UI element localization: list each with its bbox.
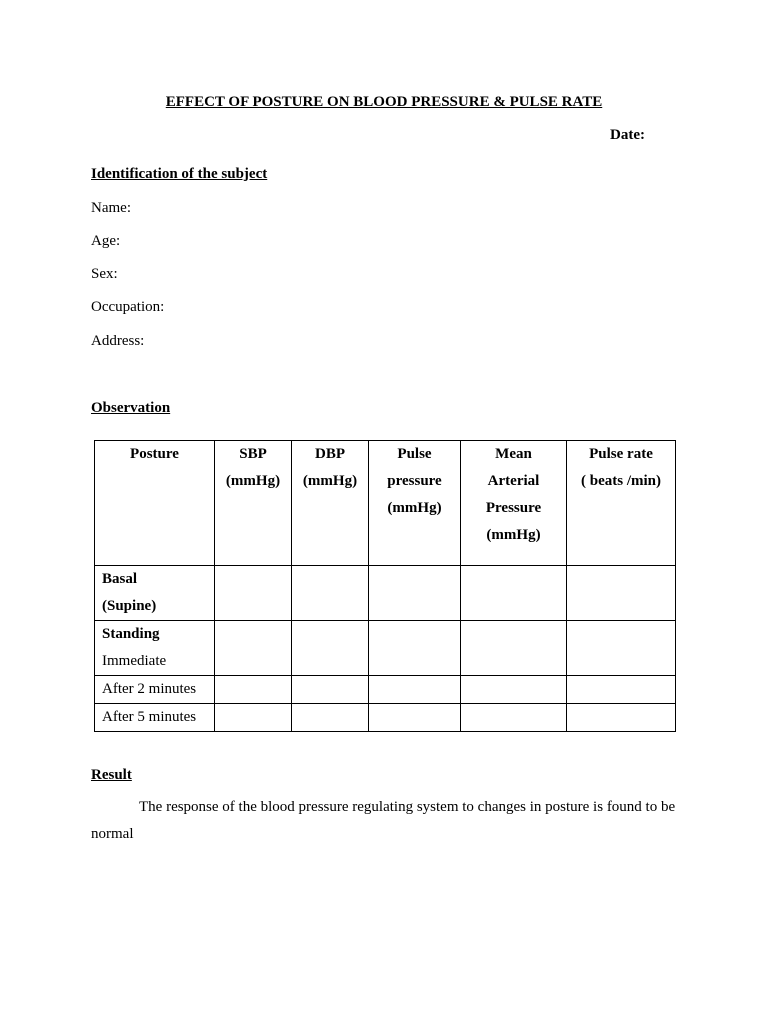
table-cell (461, 621, 567, 676)
table-cell (369, 704, 461, 732)
table-row (95, 621, 676, 676)
result-text: The response of the blood pressure regulating system to changes in posture is found to be normal (91, 799, 676, 842)
occupation-field-label: Occupation: (91, 299, 165, 315)
table-cell (567, 621, 676, 676)
column-header-pulse-pressure: Pulse pressure (mmHg) (369, 441, 461, 566)
table-cell (567, 676, 676, 704)
column-header-pulse-rate: Pulse rate ( beats /min) (567, 441, 676, 566)
table-cell (215, 621, 292, 676)
observation-heading: Observation (91, 400, 171, 416)
row-label-after-2-minutes: After 2 minutes (95, 676, 215, 704)
document-title: EFFECT OF POSTURE ON BLOOD PRESSURE & PULSE RATE (165, 94, 603, 110)
table-cell (369, 566, 461, 621)
table-cell (369, 621, 461, 676)
table-cell (215, 704, 292, 732)
table-cell (461, 676, 567, 704)
table-header-row (95, 441, 676, 566)
row-label-after-5-minutes: After 5 minutes (95, 704, 215, 732)
table-cell (292, 621, 369, 676)
table-row (95, 676, 676, 704)
table-cell (292, 704, 369, 732)
name-field-label: Name: (91, 200, 131, 216)
column-header-sbp: SBP (mmHg) (215, 441, 292, 566)
row-label-standing-immediate: Standing Immediate (95, 621, 215, 676)
result-heading: Result (91, 767, 132, 783)
table-cell (369, 676, 461, 704)
table-cell (461, 566, 567, 621)
table-cell (292, 566, 369, 621)
table-cell (567, 704, 676, 732)
column-header-posture: Posture (95, 441, 215, 566)
identification-heading: Identification of the subject (91, 166, 268, 182)
table-cell (567, 566, 676, 621)
column-header-mean-arterial-pressure: Mean Arterial Pressure (mmHg) (461, 441, 567, 566)
table-row (95, 566, 676, 621)
sex-field-label: Sex: (91, 266, 118, 282)
address-field-label: Address: (91, 333, 145, 349)
observation-table (94, 440, 676, 732)
row-label-basal: Basal (Supine) (95, 566, 215, 621)
column-header-dbp: DBP (mmHg) (292, 441, 369, 566)
age-field-label: Age: (91, 233, 121, 249)
table-cell (215, 566, 292, 621)
date-label: Date: (610, 127, 645, 143)
table-cell (461, 704, 567, 732)
table-row (95, 704, 676, 732)
table-cell (215, 676, 292, 704)
table-cell (292, 676, 369, 704)
